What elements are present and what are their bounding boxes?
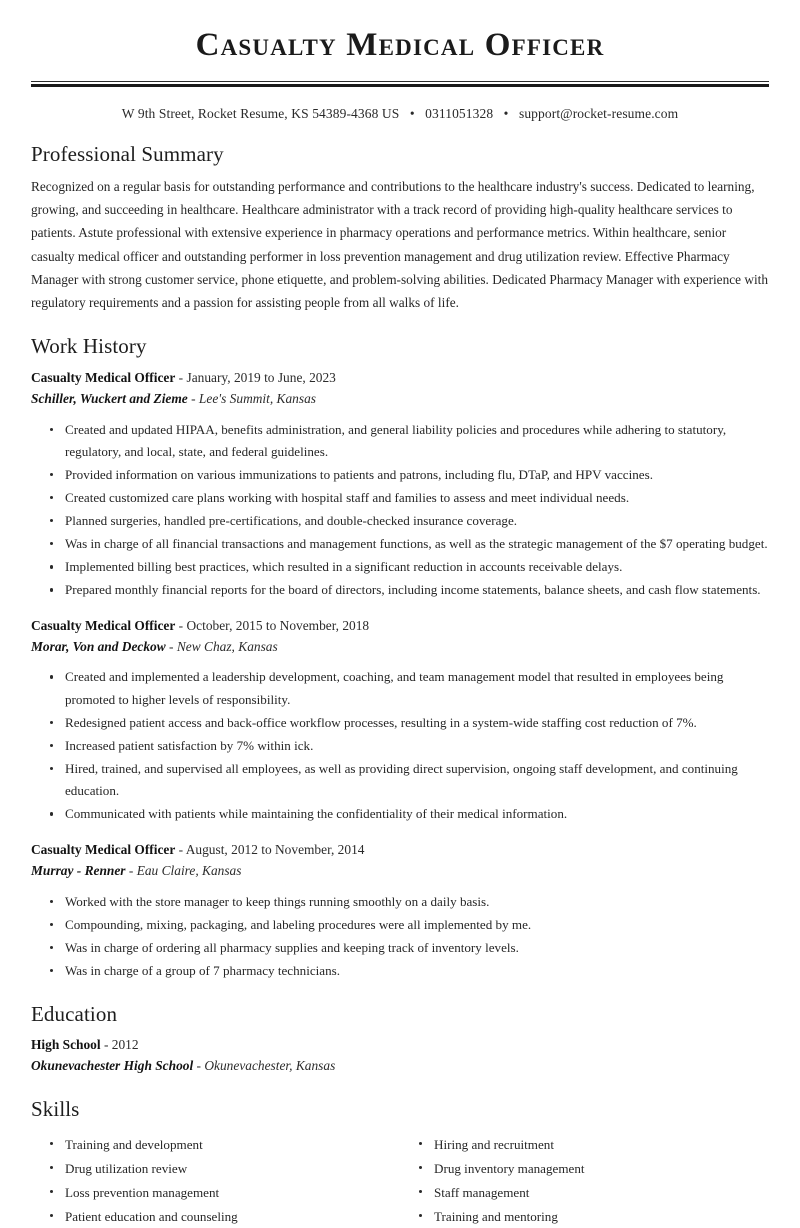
section-heading-work-history: Work History — [31, 333, 147, 358]
list-item: Patient education and counseling — [65, 1205, 400, 1228]
list-item: Created and updated HIPAA, benefits administration, and general liability policies and procedures while adhering to statutory, regulatory, and local, state, and federal guidelines. — [65, 419, 769, 464]
section-heading-education: Education — [31, 1002, 118, 1027]
job-location: New Chaz, Kansas — [176, 638, 278, 654]
skills-column-left — [31, 1130, 400, 1228]
job-company-dash: - — [169, 638, 174, 654]
resume-header — [31, 0, 769, 122]
job-title-line — [31, 368, 769, 389]
education-degree-dash: - — [103, 1037, 109, 1053]
list-item: Staff management — [434, 1181, 769, 1204]
job-company-dash: - — [128, 862, 134, 878]
list-item: Training and development — [65, 1133, 400, 1156]
summary-paragraph: Recognized on a regular basis for outstanding performance and contributions to the healthcare industry's success. Dedicated to learning, growing, and succeeding in healthcare. Healthcare administrator with a track record of providing high-quality healthcare services to patients. Astute professional with extensive experience in pharmacy operations and performance metrics. Within healthcare, senior casualty medical officer and outstanding performer in loss prevention management and drug utilization review. Effective Pharmacy Manager with strong customer service, phone etiquette, and problem-solving abilities. Dedicated Pharmacy Manager with experience with regulatory requirements and a passion for assisting people from all walks of life. — [31, 179, 769, 310]
job-title: Casualty Medical Officer — [31, 841, 176, 857]
contact-separator-1: • — [409, 105, 415, 121]
skills-columns — [31, 1130, 769, 1228]
skills-list-left — [31, 1133, 400, 1228]
list-item: Was in charge of ordering all pharmacy supplies and keeping track of inventory levels. — [65, 937, 769, 960]
job-dates: October, 2015 to November, 2018 — [186, 617, 370, 633]
section-heading-skills: Skills — [31, 1096, 80, 1121]
education-degree: High School — [31, 1037, 101, 1053]
list-item: Communicated with patients while maintaining the confidentiality of their medical information. — [65, 803, 769, 826]
list-item: Provided information on various immunizations to patients and patrons, including flu, DTaP, and HPV vaccines. — [65, 464, 769, 487]
education-school-dash: - — [196, 1058, 202, 1074]
work-history-entry — [31, 616, 769, 826]
list-item: Drug utilization review — [65, 1157, 400, 1180]
job-title-line — [31, 616, 769, 637]
contact-address: W 9th Street, Rocket Resume, KS 54389-4368 US — [121, 105, 400, 121]
job-dates: January, 2019 to June, 2023 — [186, 370, 336, 386]
list-item: Created and implemented a leadership development, coaching, and team management model that resulted in employees being promoted to higher levels of responsibility. — [65, 666, 769, 711]
list-item: Created customized care plans working with hospital staff and families to assess and meet individual needs. — [65, 487, 769, 510]
list-item: Hired, trained, and supervised all employees, as well as providing direct supervision, ongoing staff development, and continuing education. — [65, 758, 769, 803]
job-company-dash: - — [191, 390, 196, 406]
job-company: Schiller, Wuckert and Zieme — [31, 390, 188, 406]
work-history-entry — [31, 840, 769, 982]
education-school: Okunevachester High School — [31, 1058, 194, 1074]
job-dates: August, 2012 to November, 2014 — [185, 841, 365, 857]
education-year: 2012 — [111, 1037, 139, 1053]
list-item: Implemented billing best practices, which resulted in a significant reduction in accounts receivable delays. — [65, 556, 769, 579]
job-bullet-list — [31, 666, 769, 826]
job-bullet-list — [31, 419, 769, 602]
job-title-dash: - — [178, 841, 184, 857]
section-education — [31, 1001, 769, 1077]
page-title: Casualty Medical Officer — [195, 27, 605, 63]
education-entry — [31, 1035, 769, 1077]
list-item: Was in charge of all financial transactions and management functions, as well as the strategic management of the $7 operating budget. — [65, 533, 769, 556]
contact-separator-2: • — [503, 105, 509, 121]
contact-email[interactable]: support@rocket-resume.com — [518, 105, 679, 121]
list-item: Prepared monthly financial reports for the board of directors, including income statements, balance sheets, and cash flow statements. — [65, 579, 769, 602]
education-degree-line — [31, 1035, 769, 1056]
skills-list-right — [400, 1133, 769, 1228]
divider-thick-line — [31, 84, 769, 87]
list-item: Drug inventory management — [434, 1157, 769, 1180]
list-item: Hiring and recruitment — [434, 1133, 769, 1156]
job-title-dash: - — [178, 370, 184, 386]
list-item: Worked with the store manager to keep things running smoothly on a daily basis. — [65, 891, 769, 914]
list-item: Compounding, mixing, packaging, and labeling procedures were all implemented by me. — [65, 914, 769, 937]
work-history-entry — [31, 368, 769, 602]
list-item: Was in charge of a group of 7 pharmacy technicians. — [65, 960, 769, 983]
skills-column-right — [400, 1130, 769, 1228]
section-heading-summary: Professional Summary — [31, 141, 224, 166]
job-company: Morar, Von and Deckow — [31, 638, 166, 654]
job-title: Casualty Medical Officer — [31, 617, 176, 633]
section-professional-summary — [31, 141, 769, 314]
contact-phone[interactable]: 0311051328 — [425, 105, 494, 121]
list-item: Increased patient satisfaction by 7% within ick. — [65, 735, 769, 758]
job-company-line — [31, 389, 769, 410]
job-location: Lee's Summit, Kansas — [198, 390, 316, 406]
education-location: Okunevachester, Kansas — [204, 1058, 336, 1074]
section-work-history — [31, 333, 769, 982]
job-bullet-list — [31, 891, 769, 983]
list-item: Training and mentoring — [434, 1205, 769, 1228]
job-company-line — [31, 637, 769, 658]
job-title-line — [31, 840, 769, 861]
header-divider — [31, 81, 769, 87]
job-location: Eau Claire, Kansas — [136, 862, 242, 878]
list-item: Redesigned patient access and back-office workflow processes, resulting in a system-wide staffing cost reduction of 7%. — [65, 712, 769, 735]
section-skills — [31, 1096, 769, 1228]
job-company-line — [31, 861, 769, 882]
job-company: Murray - Renner — [31, 862, 126, 878]
education-school-line — [31, 1056, 769, 1077]
list-item: Loss prevention management — [65, 1181, 400, 1204]
list-item: Planned surgeries, handled pre-certifications, and double-checked insurance coverage. — [65, 510, 769, 533]
contact-info — [31, 106, 769, 122]
job-title-dash: - — [178, 617, 184, 633]
job-title: Casualty Medical Officer — [31, 370, 176, 386]
